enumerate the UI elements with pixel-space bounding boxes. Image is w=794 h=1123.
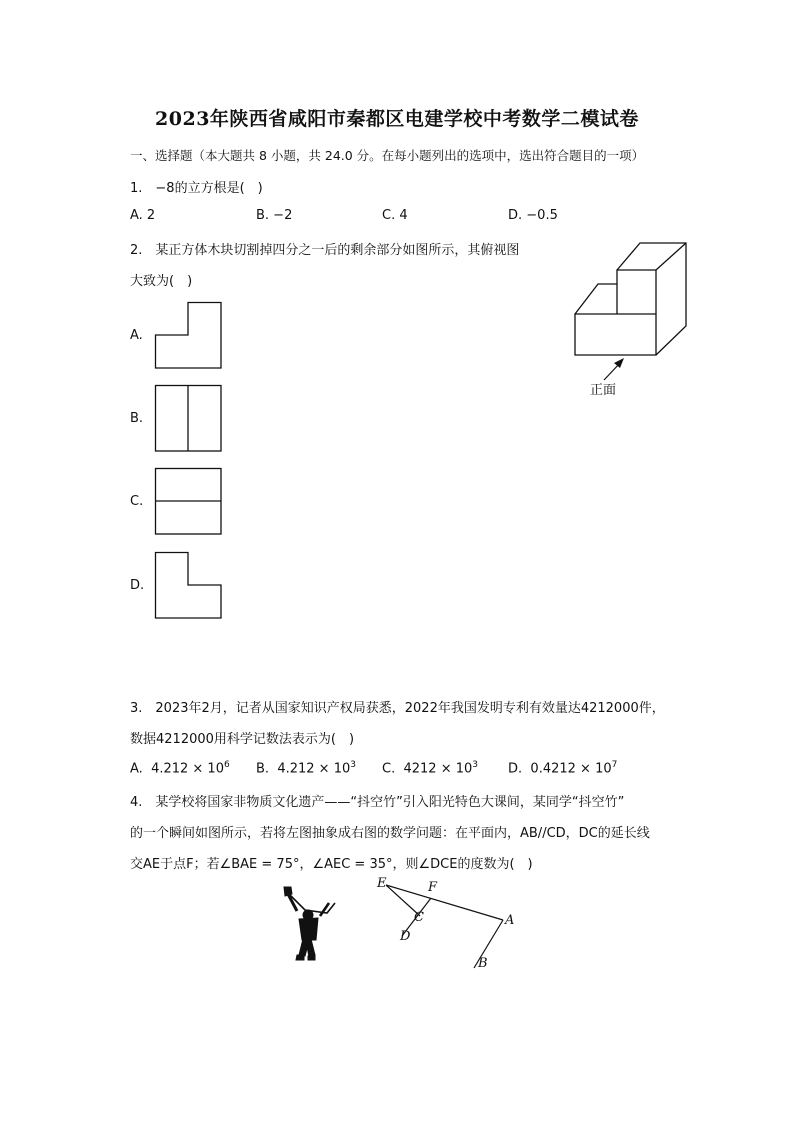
line-EA bbox=[386, 885, 503, 920]
question-3-stem-line1: 3. 2023年2月，记者从国家知识产权局获悉，2022年我国发明专利有效量达4212000件， bbox=[130, 701, 665, 716]
section-heading: 一、选择题（本大题共 8 小题，共 24.0 分。在每小题列出的选项中，选出符合题目的一项） bbox=[130, 148, 645, 163]
q2-figure-label: 正面 bbox=[590, 383, 617, 398]
question-4-stem-line2: 的一个瞬间如图所示，若将左图抽象成右图的数学问题：在平面内，AB//CD，DC的延长线 bbox=[130, 826, 650, 841]
q3-option-c-label: C. bbox=[382, 761, 396, 777]
q3-option-a-exp: 6 bbox=[223, 760, 230, 770]
q3-option-c bbox=[382, 760, 478, 776]
question-2-stem-line2: 大致为( ) bbox=[130, 274, 193, 289]
q3-option-b bbox=[256, 760, 356, 776]
q3-option-d-mantissa: 0.4212 × 10 bbox=[530, 761, 612, 777]
q3-option-c-exp: 3 bbox=[472, 760, 479, 770]
q3-option-b-mantissa: 4.212 × 10 bbox=[277, 761, 351, 777]
q3-option-a-label: A. bbox=[130, 761, 143, 777]
q2-option-c: C. bbox=[130, 494, 144, 509]
q1-option-c: C. 4 bbox=[382, 208, 408, 223]
q3-option-d-label: D. bbox=[508, 761, 523, 777]
q3-option-d bbox=[508, 760, 617, 776]
q2-option-a-figure bbox=[155, 302, 223, 370]
q3-option-c-mantissa: 4212 × 10 bbox=[403, 761, 473, 777]
q2-option-c-figure bbox=[155, 468, 223, 536]
question-3-stem-line2: 数据4212000用科学记数法表示为( ) bbox=[130, 732, 355, 747]
page-title: 2023年陕西省咸阳市秦都区电建学校中考数学二模试卷 bbox=[155, 108, 639, 130]
q2-option-b: B. bbox=[130, 411, 144, 426]
label-point-A: A bbox=[505, 913, 515, 928]
diabolo-player-illustration bbox=[275, 883, 345, 965]
q1-option-d: D. −0.5 bbox=[508, 208, 558, 223]
label-point-D: D bbox=[400, 929, 411, 944]
question-4-stem-line1: 4. 某学校将国家非物质文化遗产——“抖空竹”引入阳光特色大课间，某同学“抖空竹” bbox=[130, 795, 625, 810]
q3-option-a bbox=[130, 760, 230, 776]
q2-option-b-figure bbox=[155, 385, 223, 453]
q3-option-a-mantissa: 4.212 × 10 bbox=[151, 761, 224, 777]
q3-option-b-label: B. bbox=[256, 761, 270, 777]
q2-option-d: D. bbox=[130, 578, 145, 593]
label-point-C: C bbox=[414, 910, 424, 925]
q2-option-d-figure bbox=[155, 552, 223, 620]
q3-option-b-exp: 3 bbox=[350, 760, 356, 770]
question-4-stem-line3: 交AE于点F；若∠BAE = 75°，∠AEC = 35°，则∠DCE的度数为( ) bbox=[130, 857, 533, 872]
label-point-F: F bbox=[428, 880, 438, 895]
q1-option-a: A. 2 bbox=[130, 208, 156, 223]
label-point-B: B bbox=[478, 956, 488, 971]
label-point-E: E bbox=[377, 876, 387, 891]
q3-option-d-exp: 7 bbox=[611, 760, 618, 770]
q1-option-b: B. −2 bbox=[256, 208, 293, 223]
q2-solid-figure bbox=[570, 240, 695, 390]
question-1-stem: 1. −8的立方根是( ) bbox=[130, 181, 263, 196]
question-2-stem-line1: 2. 某正方体木块切割掉四分之一后的剩余部分如图所示，其俯视图 bbox=[130, 243, 520, 258]
q2-option-a: A. bbox=[130, 328, 143, 343]
